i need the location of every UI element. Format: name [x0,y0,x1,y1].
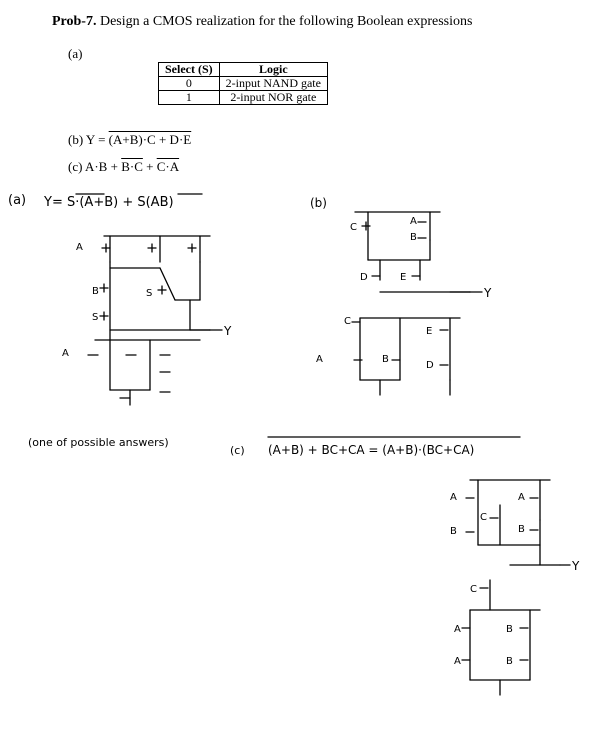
output-label: Y [484,286,492,300]
circuit-b [352,212,482,395]
circuit-label: C [470,584,477,595]
hand-note: (one of possible answers) [28,436,169,449]
circuit-label: B [382,354,389,365]
circuit-label: B [506,656,513,667]
circuit-label: A [454,624,461,635]
part-c-term-bc: B·C [121,159,143,174]
problem-number: Prob-7. [52,14,97,29]
part-c-term-ca: C·A [156,159,180,174]
logic-value: 2-input NAND gate [219,77,327,91]
hand-b-label: (b) [310,196,327,210]
circuit-c [462,480,570,695]
logic-column-header: Logic [219,63,327,77]
select-value: 1 [159,91,220,105]
circuit-label: D [426,360,434,371]
part-a-label: (a) [68,46,83,61]
circuit-label: C [350,222,357,233]
circuit-label: A [454,656,461,667]
part-b-overlined-expr: (A+B)·C + D·E [108,132,192,147]
circuit-label: E [400,272,407,283]
hand-a-expression: Y= S·(A+B) + S(AB) [44,195,174,210]
select-value: 0 [159,77,220,91]
circuit-label: A [62,348,69,359]
circuit-label: A [316,354,323,365]
circuit-label: A [518,492,525,503]
circuit-label: A [450,492,457,503]
hand-c-label: (c) [230,444,245,457]
problem-statement: Design a CMOS realization for the following Boolean expressions [99,14,473,29]
circuit-label: B [410,232,417,243]
circuit-label: A [76,242,83,253]
select-column-header: Select (S) [159,63,220,77]
output-label: Y [572,559,580,573]
circuit-label: B [450,526,457,537]
circuit-label: S [92,312,99,323]
circuit-label: S [146,288,153,299]
output-label: Y [224,324,232,338]
circuit-label: C [344,316,351,327]
circuit-label: E [426,326,433,337]
part-c-prefix: (c) A·B + [68,159,122,174]
hand-a-label: (a) [8,193,27,208]
circuit-label: B [518,524,525,535]
circuit-label: B [506,624,513,635]
logic-value: 2-input NOR gate [219,91,327,105]
circuit-label: C [480,512,487,523]
circuit-label: A [410,216,417,227]
part-c-plus: + [142,159,157,174]
circuit-label: D [360,272,368,283]
circuit-label: B [92,286,99,297]
circuit-a [88,236,222,405]
part-b-prefix: (b) Y = [68,132,109,147]
hand-c-expression: (A+B) + BC+CA = (A+B)·(BC+CA) [268,443,475,457]
